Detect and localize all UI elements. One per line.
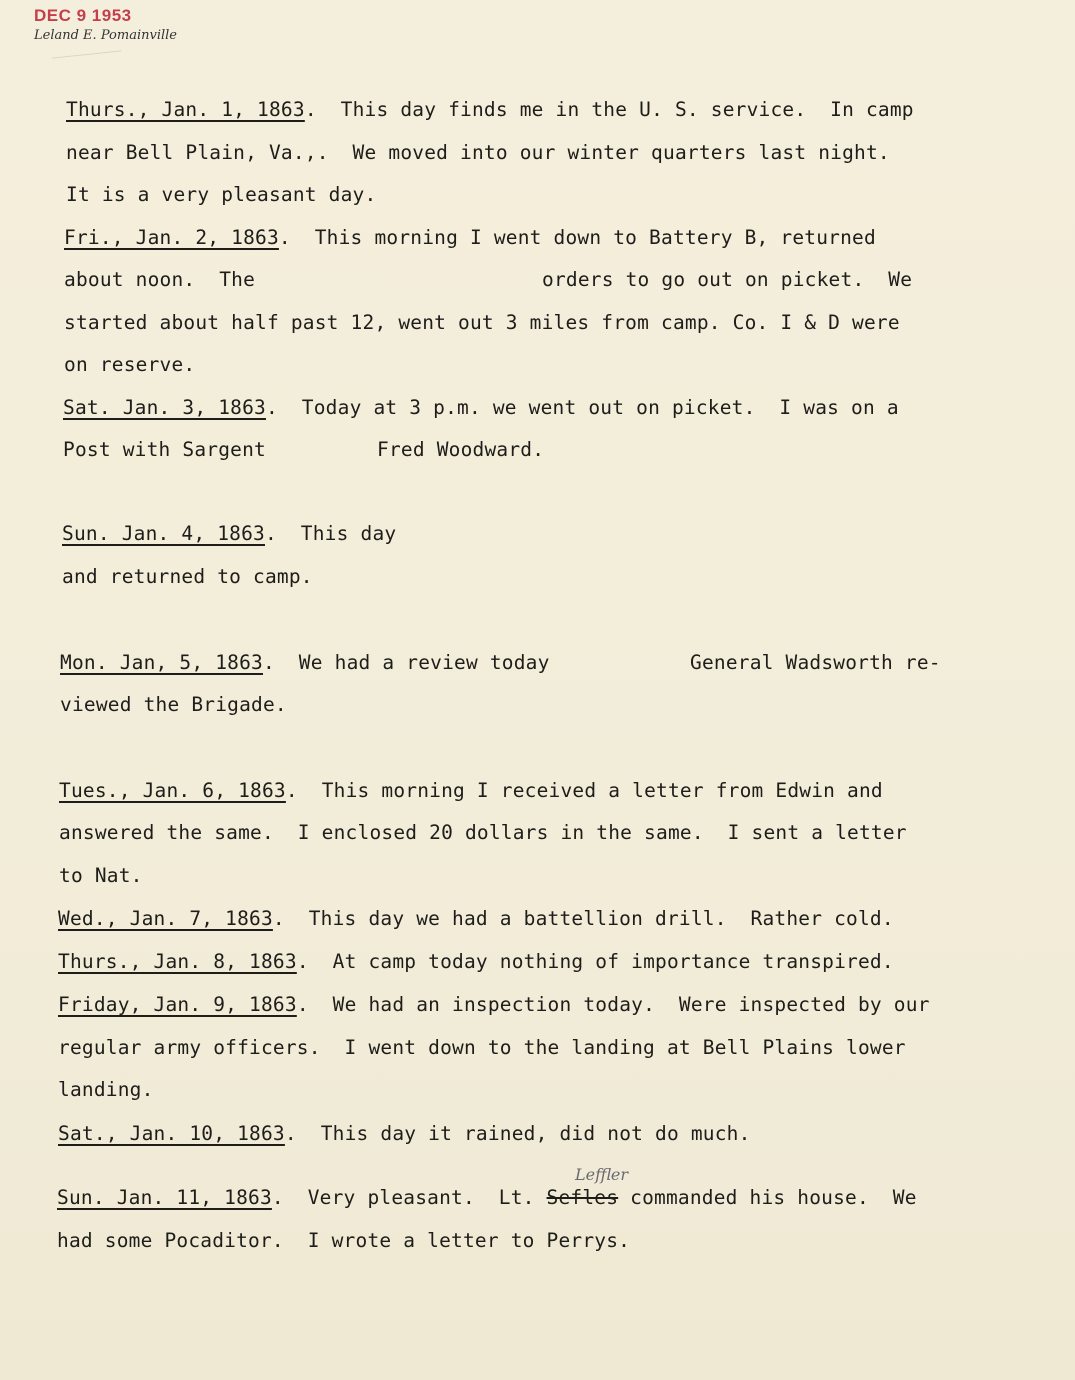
entry-text: . This day we had a battellion drill. Rather cold. (272, 907, 894, 930)
struck-word: Sefles (546, 1186, 619, 1209)
entry-text: . We had an inspection today. Were inspected by our (296, 993, 930, 1016)
entry-jan-6-line-3: to Nat. (59, 864, 143, 887)
entry-jan-2-line-1 (64, 226, 876, 250)
entry-jan-5-line-1b: General Wadsworth re- (690, 651, 941, 674)
entry-date: Mon. Jan, 5, 1863 (60, 651, 263, 674)
entry-jan-1-line-2: near Bell Plain, Va.,. We moved into our winter quarters last night. (66, 141, 890, 164)
entry-date: Wed., Jan. 7, 1863 (58, 907, 273, 930)
entry-jan-2-line-2a: about noon. The (64, 268, 256, 291)
entry-text: . This morning I went down to Battery B, returned (278, 226, 876, 249)
entry-jan-7-line-1 (58, 907, 894, 931)
entry-jan-9-line-3: landing. (58, 1078, 154, 1101)
entry-jan-6-line-1 (59, 779, 883, 803)
entry-jan-3-line-1 (63, 396, 899, 420)
entry-date: Sat. Jan. 3, 1863 (63, 396, 266, 419)
entry-text: . This day it rained, did not do much. (284, 1122, 751, 1145)
entry-jan-10-line-1 (58, 1122, 751, 1146)
entry-text: commanded his house. We (618, 1186, 917, 1209)
entry-text: . At camp today nothing of importance transpired. (296, 950, 894, 973)
entry-jan-4-line-2: and returned to camp. (62, 565, 313, 588)
entry-date: Thurs., Jan. 1, 1863 (66, 98, 305, 121)
entry-jan-3-line-2b: Fred Woodward. (377, 438, 545, 461)
entry-text: . This day (264, 522, 397, 545)
entry-jan-5-line-2: viewed the Brigade. (60, 693, 287, 716)
entry-jan-1-line-1 (66, 98, 914, 122)
entry-jan-9-line-2: regular army officers. I went down to the landing at Bell Plains lower (58, 1036, 906, 1059)
entry-date: Friday, Jan. 9, 1863 (58, 993, 297, 1016)
entry-date: Thurs., Jan. 8, 1863 (58, 950, 297, 973)
entry-jan-3-line-2a: Post with Sargent (63, 438, 266, 461)
entry-text: . This morning I received a letter from Edwin and (285, 779, 883, 802)
entry-jan-2-line-3: started about half past 12, went out 3 miles from camp. Co. I & D were (64, 311, 900, 334)
entry-jan-8-line-1 (58, 950, 894, 974)
handwritten-correction: Leffler (575, 1165, 628, 1184)
entry-text: . We had a review today (262, 651, 550, 674)
handwritten-name: Leland E. Pomainville (34, 28, 177, 43)
entry-jan-9-line-1 (58, 993, 930, 1017)
received-date-stamp: DEC 9 1953 (34, 6, 132, 25)
entry-jan-6-line-2: answered the same. I enclosed 20 dollars in the same. I sent a letter (59, 821, 907, 844)
entry-date: Fri., Jan. 2, 1863 (64, 226, 279, 249)
entry-date: Sun. Jan. 4, 1863 (62, 522, 265, 545)
entry-jan-2-line-4: on reserve. (64, 353, 196, 376)
entry-text: . Very pleasant. Lt. (271, 1186, 547, 1209)
entry-date: Tues., Jan. 6, 1863 (59, 779, 286, 802)
pencil-mark (52, 50, 123, 68)
entry-jan-11-line-2: had some Pocaditor. I wrote a letter to Perrys. (57, 1229, 631, 1252)
entry-jan-11-line-1 (57, 1186, 917, 1210)
entry-jan-5-line-1a (60, 651, 550, 675)
entry-jan-1-line-3: It is a very pleasant day. (66, 183, 377, 206)
entry-jan-4-line-1 (62, 522, 396, 546)
entry-text: . This day finds me in the U. S. service. In camp (304, 98, 914, 121)
entry-text: . Today at 3 p.m. we went out on picket. I was on a (265, 396, 899, 419)
entry-date: Sat., Jan. 10, 1863 (58, 1122, 285, 1145)
entry-jan-2-line-2b: orders to go out on picket. We (542, 268, 913, 291)
entry-date: Sun. Jan. 11, 1863 (57, 1186, 272, 1209)
